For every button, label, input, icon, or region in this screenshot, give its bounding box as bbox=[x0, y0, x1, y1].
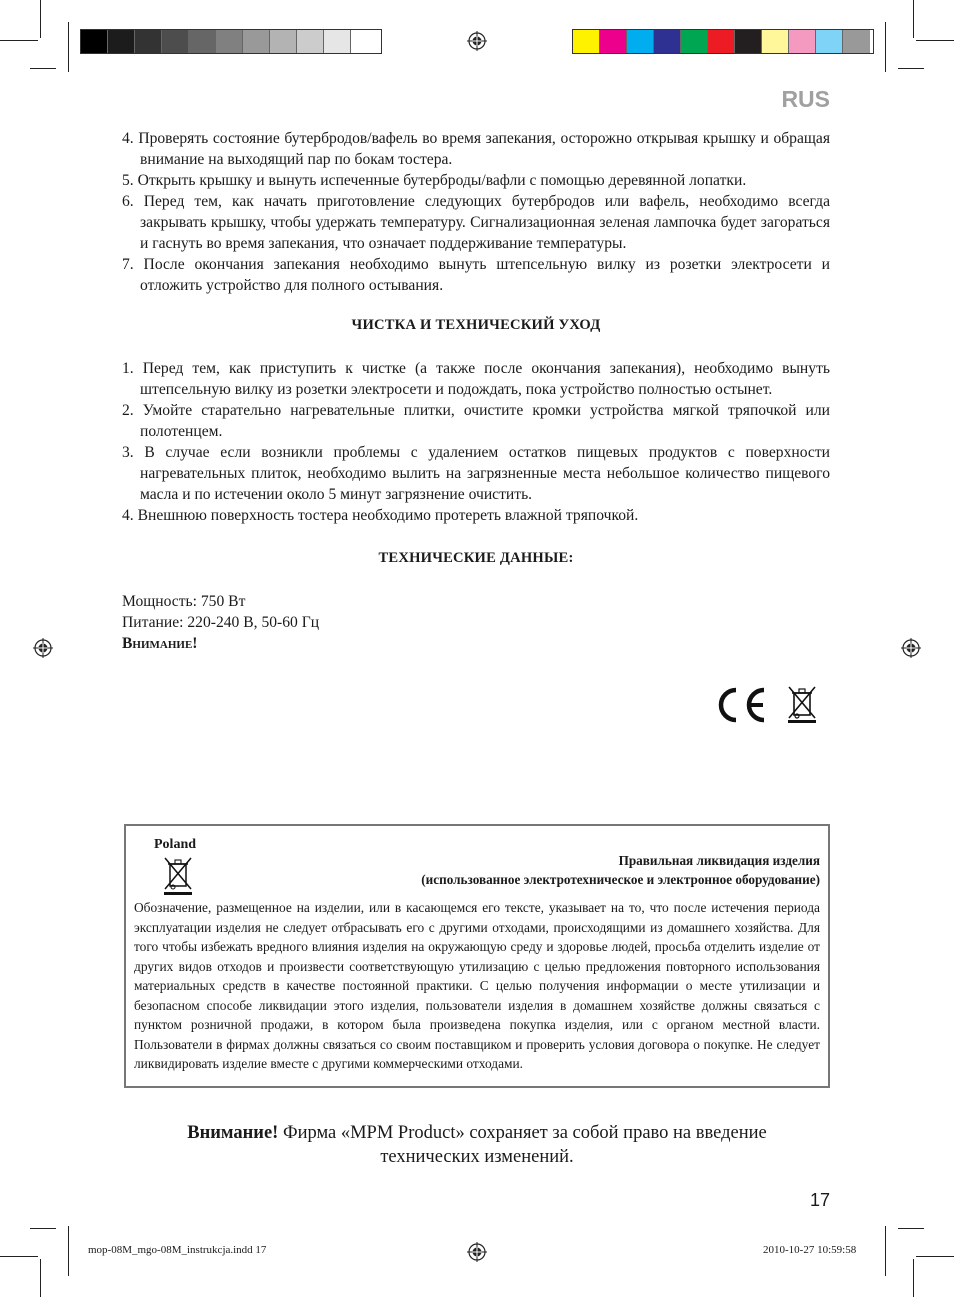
weee-bin-icon bbox=[786, 684, 818, 724]
color-swatch bbox=[735, 30, 762, 53]
tech-warning: Внимание! bbox=[122, 635, 198, 652]
crop-mark bbox=[40, 0, 41, 38]
crop-mark bbox=[30, 1228, 56, 1229]
color-swatch bbox=[789, 30, 816, 53]
page-number: 17 bbox=[809, 1190, 830, 1210]
ce-mark-icon bbox=[712, 686, 768, 724]
crop-mark bbox=[885, 1226, 886, 1276]
color-swatch bbox=[351, 30, 378, 53]
disposal-title-line: Правильная ликвидация изделия bbox=[618, 853, 820, 868]
disposal-body: Обозначение, размещенное на изделии, или в касающемся его тексте, указывает на то, что после истечения периода эксплуатации изделия не следует отбрасывать его с другими отходами, происходящими из домашнего хозяйства. Для того чтобы избежать вредного влияния изделия на окружающую среду и здоровье людей, просьба отделить изделие от других видов отходов и произвести соответствующую утилизацию с целью предложения повторного использования материальных средств в качестве постоянной практики. С целью получения информации о месте утилизации и безопасном способе ликвидации этого изделия, пользователи изделия в домашнем хозяйстве должны связаться с пунктом розничной продажи, в котором была произведена покупка изделия, или с органом местной власти. Пользователи в фирмах должны связаться со своим поставщиком и проверить условия договора о покупке. Не следует ликвидировать изделие вместе с другими коммерческими отходами. bbox=[134, 900, 820, 1071]
cleaning-item: 1. Перед тем, как приступить к чистке (а также после окончания запекания), необходимо вынуть штепсельную вилку из розетки электросети и подождать, пока устройство полностью остынет. bbox=[122, 360, 830, 398]
color-swatch bbox=[162, 30, 189, 53]
color-swatch bbox=[81, 30, 108, 53]
color-swatch bbox=[681, 30, 708, 53]
notice-text: Фирма «MPM Product» сохраняет за собой право на введение технических изменений. bbox=[278, 1123, 767, 1167]
registration-mark-icon bbox=[33, 638, 53, 658]
color-swatch bbox=[216, 30, 243, 53]
color-swatch bbox=[654, 30, 681, 53]
color-swatch bbox=[108, 30, 135, 53]
weee-bin-icon bbox=[162, 854, 194, 896]
color-swatch bbox=[600, 30, 627, 53]
crop-mark bbox=[913, 1259, 914, 1297]
crop-mark bbox=[0, 1256, 38, 1257]
crop-mark bbox=[30, 68, 56, 69]
cleaning-item: 2. Умойте старательно нагревательные плитки, очистите кромки устройства мягкой тряпочкой или полотенцем. bbox=[122, 402, 830, 440]
color-swatch bbox=[270, 30, 297, 53]
notice-bold: Внимание! bbox=[187, 1123, 279, 1143]
country-label: Poland bbox=[154, 837, 197, 852]
cleaning-item: 3. В случае если возникли проблемы с удалением остатков пищевых продуктов с поверхности нагревательных плиток, необходимо вылить на загрязненные места небольшое количество пищевого масла и по истечении около 5 минут загрязнение очистить. bbox=[122, 444, 830, 503]
crop-mark bbox=[898, 68, 924, 69]
crop-mark bbox=[68, 1226, 69, 1276]
registration-mark-icon bbox=[467, 1242, 487, 1262]
step-item: 7. После окончания запекания необходимо вынуть штепсельную вилку из розетки электросети и отложить устройство для полного остывания. bbox=[122, 256, 830, 294]
file-slug: mop-08M_mgo-08M_instrukcja.indd 17 bbox=[88, 1244, 267, 1256]
process-color-bar bbox=[572, 29, 874, 54]
color-swatch bbox=[708, 30, 735, 53]
color-swatch bbox=[573, 30, 600, 53]
crop-mark bbox=[913, 0, 914, 38]
step-item: 4. Проверять состояние бутербродов/вафель во время запекания, осторожно открывая крышку и обращая внимание на выходящий пар по бокам тостера. bbox=[122, 130, 830, 168]
disposal-info-box bbox=[124, 824, 830, 1088]
registration-mark-icon bbox=[901, 638, 921, 658]
color-swatch bbox=[243, 30, 270, 53]
notice bbox=[150, 1121, 804, 1169]
color-swatch bbox=[135, 30, 162, 53]
disposal-title-line: (использованное электротехническое и электронное оборудование) bbox=[421, 872, 820, 887]
crop-mark bbox=[40, 1259, 41, 1297]
tech-power: Мощность: 750 Вт bbox=[122, 593, 246, 610]
crop-mark bbox=[885, 22, 886, 72]
color-swatch bbox=[297, 30, 324, 53]
step-item: 6. Перед тем, как начать приготовление следующих бутербродов или вафель, необходимо всегда закрывать крышку, чтобы удержать температуру. Сигнализационная зеленая лампочка будет загораться и гаснуть во время запекания, что означает поддерживание температуры. bbox=[122, 193, 830, 252]
color-swatch bbox=[627, 30, 654, 53]
color-swatch bbox=[762, 30, 789, 53]
cleaning-heading: ЧИСТКА И ТЕХНИЧЕСКИЙ УХОД bbox=[351, 317, 601, 333]
timestamp-slug: 2010-10-27 10:59:58 bbox=[763, 1244, 857, 1256]
crop-mark bbox=[898, 1228, 924, 1229]
language-label: RUS bbox=[781, 86, 830, 112]
tech-supply: Питание: 220-240 В, 50-60 Гц bbox=[122, 614, 320, 631]
tech-heading: ТЕХНИЧЕСКИЕ ДАННЫЕ: bbox=[378, 550, 574, 566]
instructions-content bbox=[122, 128, 830, 654]
crop-mark bbox=[68, 22, 69, 72]
cleaning-item: 4. Внешнюю поверхность тостера необходимо протереть влажной тряпочкой. bbox=[122, 507, 639, 524]
crop-mark bbox=[916, 1256, 954, 1257]
color-swatch bbox=[324, 30, 351, 53]
color-swatch bbox=[189, 30, 216, 53]
registration-mark-icon bbox=[467, 31, 487, 51]
color-swatch bbox=[843, 30, 870, 53]
crop-mark bbox=[0, 40, 38, 41]
crop-mark bbox=[916, 40, 954, 41]
grey-color-bar bbox=[80, 29, 382, 54]
color-swatch bbox=[816, 30, 843, 53]
step-item: 5. Открыть крышку и вынуть испеченные бутерброды/вафли с помощью деревянной лопатки. bbox=[122, 172, 747, 189]
disposal-title bbox=[421, 851, 820, 889]
